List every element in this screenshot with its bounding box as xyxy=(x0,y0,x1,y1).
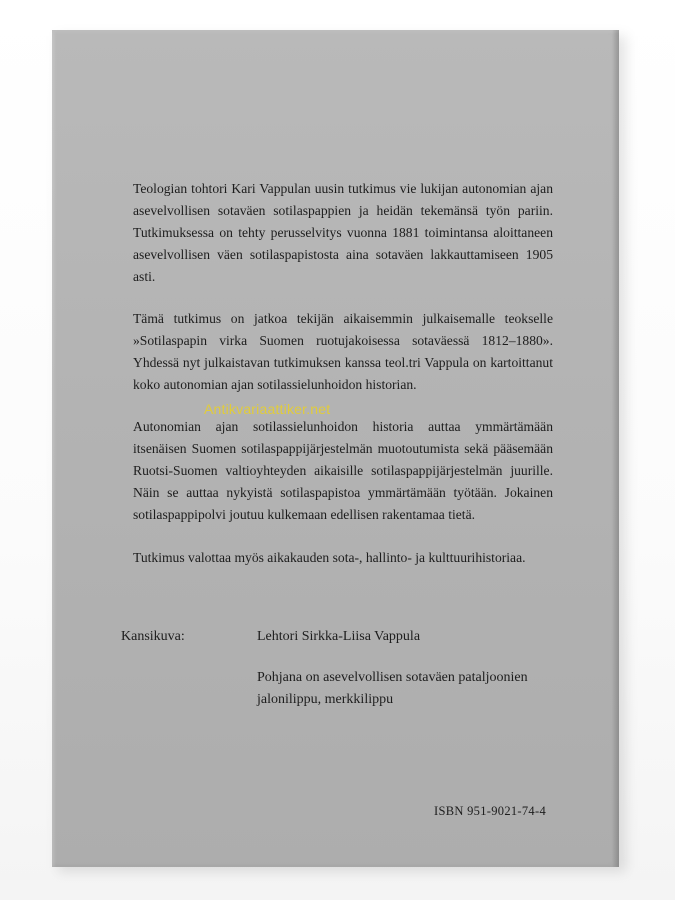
watermark: Antikvariaattiker.net xyxy=(204,401,331,417)
blurb-paragraph-1: Teologian tohtori Kari Vappulan uusin tutkimus vie lukijan autonomian ajan asevelvollisen sotaväen sotilaspappien ja heidän tekemänsä työn pariin. Tutkimuksessa on tehty perusselvitys vuonna 1881 toimintansa aloittaneen asevelvollisen väen sotilaspapistosta aina sotaväen lakkauttamiseen 1905 asti. xyxy=(133,181,553,284)
blurb-text xyxy=(133,178,553,589)
cover-credit-value: Lehtori Sirkka-Liisa Vappula xyxy=(257,629,421,644)
cover-credit-label: Kansikuva: xyxy=(121,629,185,644)
blurb-paragraph-4: Tutkimus valottaa myös aikakauden sota-, hallinto- ja kulttuurihistoriaa. xyxy=(133,550,526,565)
cover-note: Pohjana on asevelvollisen sotaväen pataljoonien jalonilippu, merkkilippu xyxy=(257,670,528,707)
book-edge xyxy=(612,30,619,867)
blurb-paragraph-2: Tämä tutkimus on jatkoa tekijän aikaisemmin julkaisemalle teokselle »Sotilaspapin virka Suomen ruotujakoisessa sotaväessä 1812–1880». Yhdessä nyt julkaistavan tutkimuksen kanssa teol.tri Vappula on kartoittanut koko autonomian ajan sotilassielunhoidon historian. xyxy=(133,311,553,392)
book-back-cover xyxy=(52,30,619,867)
isbn: ISBN 951-9021-74-4 xyxy=(434,804,546,818)
blurb-paragraph-3: Autonomian ajan sotilassielunhoidon historia auttaa ymmärtämään itsenäisen Suomen sotilaspappijärjestelmän muotoutumista sekä pääsemään Ruotsi-Suomen valtioyhteyden aikaisille sotilaspappijärjestelmän juurille. Näin se auttaa nykyistä sotilaspapistoa ymmärtämään työtään. Jokainen sotilaspappipolvi joutuu kulkemaan edellisen rakentamaa tietä. xyxy=(133,419,553,522)
